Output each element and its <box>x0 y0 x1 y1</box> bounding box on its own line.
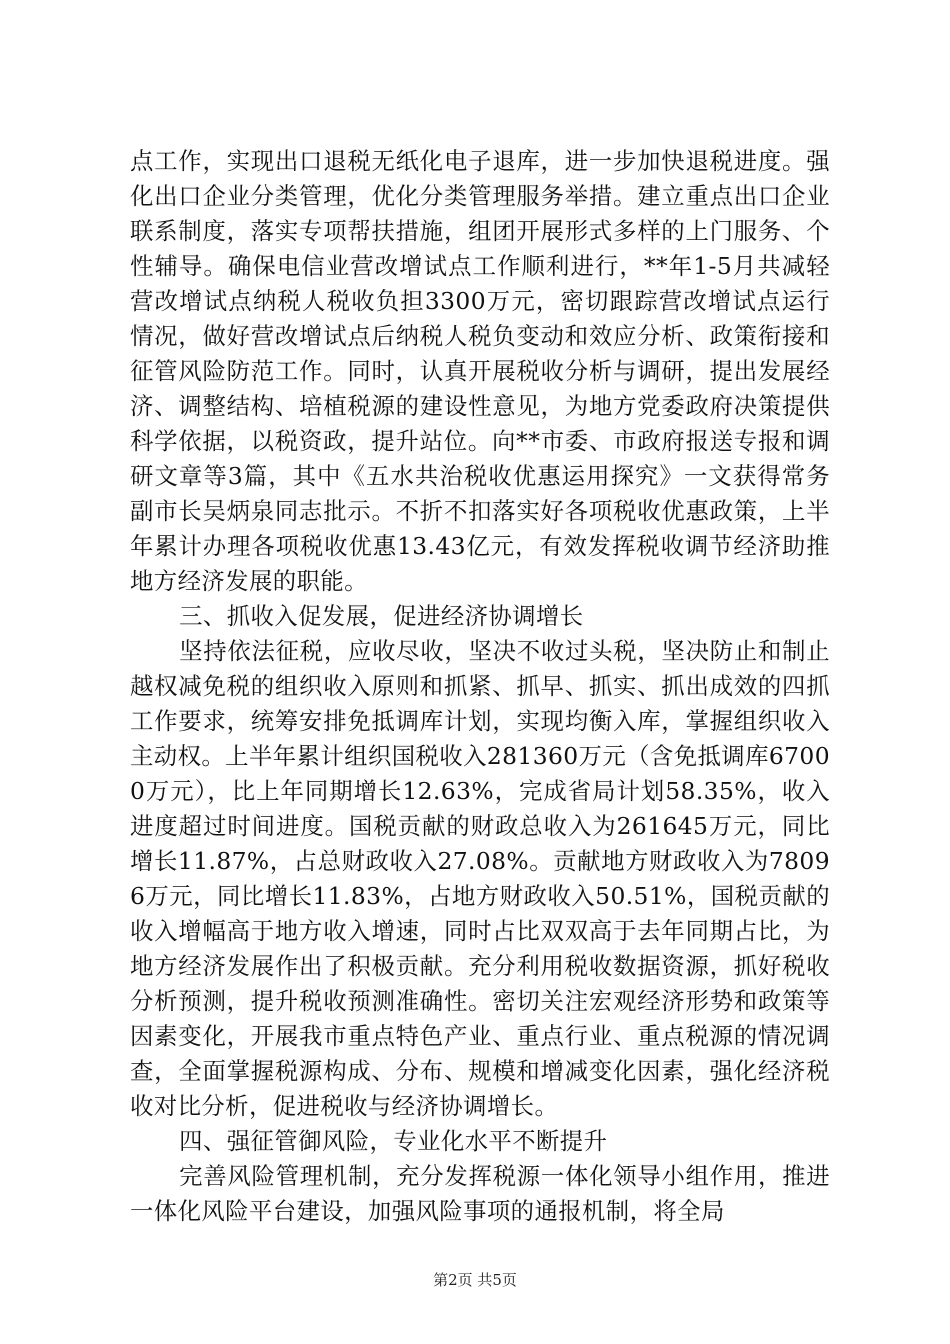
section-heading-3: 三、抓收入促发展，促进经济协调增长 <box>179 602 584 630</box>
section-heading-4: 四、强征管御风险，专业化水平不断提升 <box>179 1127 608 1155</box>
page-footer: 第2页 共5页 <box>433 1271 517 1289</box>
paragraph-revenue: 坚持依法征税，应收尽收，坚决不收过头税，坚决防止和制止越权减免税的组织收入原则和抓紧、抓早、抓实、抓出成效的四抓工作要求，统筹安排免抵调库计划，实现均衡入库，掌握组织收入主动权。上半年累计组织国税收入281360万元（含免抵调库67000万元），比上年同期增长12.63%，完成省局计划58.35%，收入进度超过时间进度。国税贡献的财政总收入为261645万元，同比增长11.87%，占总财政收入27.08%。贡献地方财政收入为78096万元，同比增长11.83%，占地方财政收入50.51%，国税贡献的收入增幅高于地方收入增速，同时占比双双高于去年同期占比，为地方经济发展作出了积极贡献。充分利用税收数据资源，抓好税收分析预测，提升税收预测准确性。密切关注宏观经济形势和政策等因素变化，开展我市重点特色产业、重点行业、重点税源的情况调查，全面掌握税源构成、分布、规模和增减变化因素，强化经济税收对比分析，促进税收与经济协调增长。 <box>130 637 831 1120</box>
paragraph-export-rebate: 点工作，实现出口退税无纸化电子退库，进一步加快退税进度。强化出口企业分类管理，优化分类管理服务举措。建立重点出口企业联系制度，落实专项帮扶措施，组团开展形式多样的上门服务、个性辅导。确保电信业营改增试点工作顺利进行，**年1-5月共减轻营改增试点纳税人税收负担3300万元，密切跟踪营改增试点运行情况，做好营改增试点后纳税人税负变动和效应分析、政策衔接和征管风险防范工作。同时，认真开展税收分析与调研，提出发展经济、调整结构、培植税源的建设性意见，为地方党委政府决策提供科学依据，以税资政，提升站位。向**市委、市政府报送专报和调研文章等3篇，其中《五水共治税收优惠运用探究》一文获得常务副市长吴炳泉同志批示。不折不扣落实好各项税收优惠政策，上半年累计办理各项税收优惠13.43亿元，有效发挥税收调节经济助推地方经济发展的职能。 <box>130 147 830 595</box>
document-page <box>130 144 830 1229</box>
paragraph-risk-management: 完善风险管理机制，充分发挥税源一体化领导小组作用，推进一体化风险平台建设，加强风险事项的通报机制，将全局 <box>130 1162 830 1225</box>
